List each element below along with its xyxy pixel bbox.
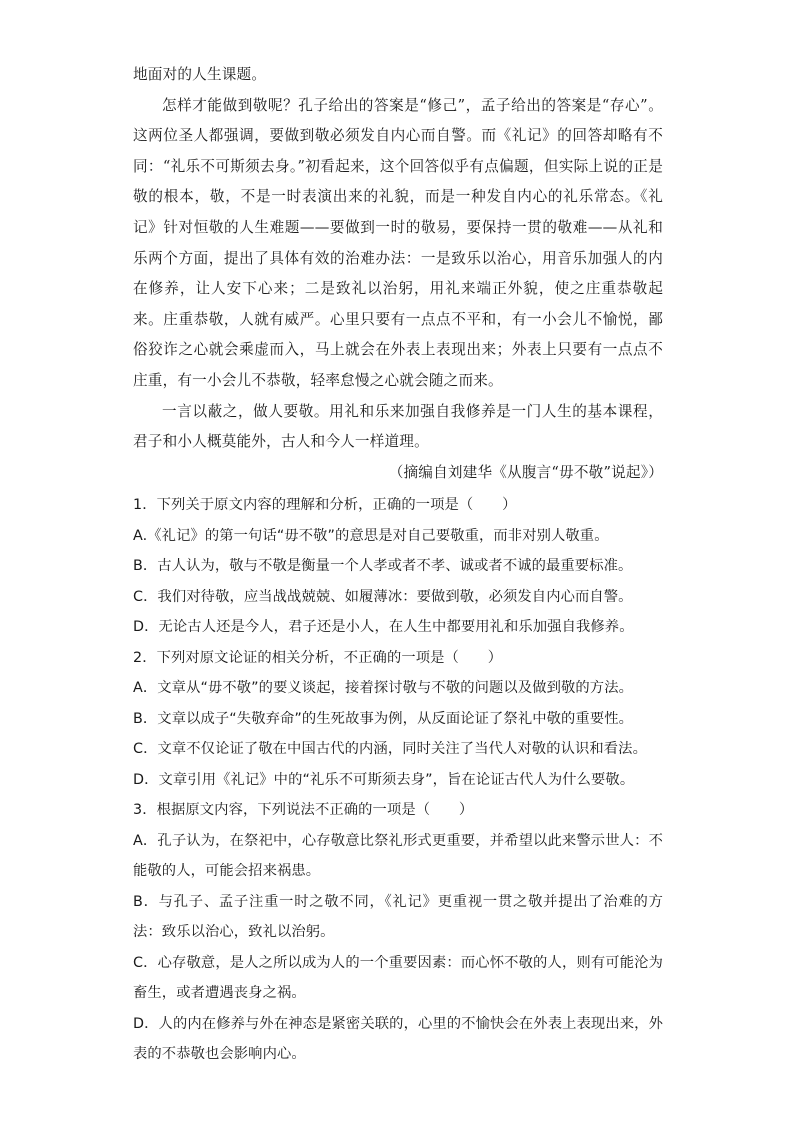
question-3 <box>133 795 663 1070</box>
option-a: A．孔子认为，在祭祀中，心存敬意比祭礼形式更重要，并希望以此来警示世人：不能敬的人，可能会招来祸患。 <box>133 832 663 880</box>
passage-paragraph: 地面对的人生课题。 <box>133 66 267 83</box>
option-b: B．古人认为，敬与不敬是衡量一个人孝或者不孝、诚或者不诚的最重要标准。 <box>133 558 633 575</box>
question-list <box>133 490 663 1070</box>
question-2 <box>133 643 663 796</box>
question-stem: 1．下列关于原文内容的理解和分析，正确的一项是（ ） <box>133 497 517 514</box>
document-content <box>133 60 663 1070</box>
option-b: B．文章以成子“失敬弃命”的生死故事为例，从反面论证了祭礼中敬的重要性。 <box>133 710 634 727</box>
passage-paragraph: 一言以蔽之，做人要敬。用礼和乐来加强自我修养是一门人生的基本课程，君子和小人概莫能外，古人和今人一样道理。 <box>133 402 663 451</box>
question-stem: 2．下列对原文论证的相关分析，不正确的一项是（ ） <box>133 649 503 666</box>
option-d: D．人的内在修养与外在神态是紧密关联的，心里的不愉快会在外表上表现出来，外表的不恭敬也会影响内心。 <box>133 1015 663 1063</box>
option-c: C．心存敬意，是人之所以成为人的一个重要因素：而心怀不敬的人，则有可能沦为畜生，或者遭遇丧身之祸。 <box>133 954 663 1002</box>
option-b: B．与孔子、孟子注重一时之敬不同，《礼记》更重视一贯之敬并提出了治难的方法：致乐以治心，致礼以治躬。 <box>133 893 663 941</box>
question-1 <box>133 490 663 643</box>
question-stem: 3．根据原文内容，下列说法不正确的一项是（ ） <box>133 802 474 819</box>
option-d: D．无论古人还是今人，君子还是小人，在人生中都要用礼和乐加强自我修养。 <box>133 619 634 636</box>
reading-passage <box>133 60 663 488</box>
passage-paragraph: 怎样才能做到敬呢？孔子给出的答案是“修己”，孟子给出的答案是“存心”。这两位圣人都强调，要做到敬必须发自内心而自警。而《礼记》的回答却略有不同：“礼乐不可斯须去身。”初看起来，这个回答似乎有点偏题，但实际上说的正是敬的根本，敬，不是一时表演出来的礼貌，而是一种发自内心的礼乐常态。《礼记》针对恒敬的人生难题——要做到一时的敬易，要保持一贯的敬难——从礼和乐两个方面，提出了具体有效的治难办法：一是致乐以治心，用音乐加强人的内在修养，让人安下心来；二是致礼以治躬，用礼来端正外貌，使之庄重恭敬起来。庄重恭敬，人就有威严。心里只要有一点点不平和，有一小会儿不愉悦，鄙俗狡诈之心就会乘虚而入，马上就会在外表上表现出来；外表上只要有一点点不庄重，有一小会儿不恭敬，轻率怠慢之心就会随之而来。 <box>133 96 663 389</box>
option-c: C．我们对待敬，应当战战兢兢、如履薄冰：要做到敬，必须发自内心而自警。 <box>133 588 633 605</box>
option-a: A．文章从“毋不敬”的要义谈起，接着探讨敬与不敬的问题以及做到敬的方法。 <box>133 680 633 697</box>
option-d: D．文章引用《礼记》中的“礼乐不可斯须去身”，旨在论证古代人为什么要敬。 <box>133 771 635 788</box>
passage-citation: （摘编自刘建华《从腹言“毋不敬”说起》） <box>388 463 663 481</box>
option-a: A.《礼记》的第一句话“毋不敬”的意思是对自己要敬重，而非对别人敬重。 <box>133 527 609 544</box>
option-c: C．文章不仅论证了敬在中国古代的内涵，同时关注了当代人对敬的认识和看法。 <box>133 741 647 758</box>
